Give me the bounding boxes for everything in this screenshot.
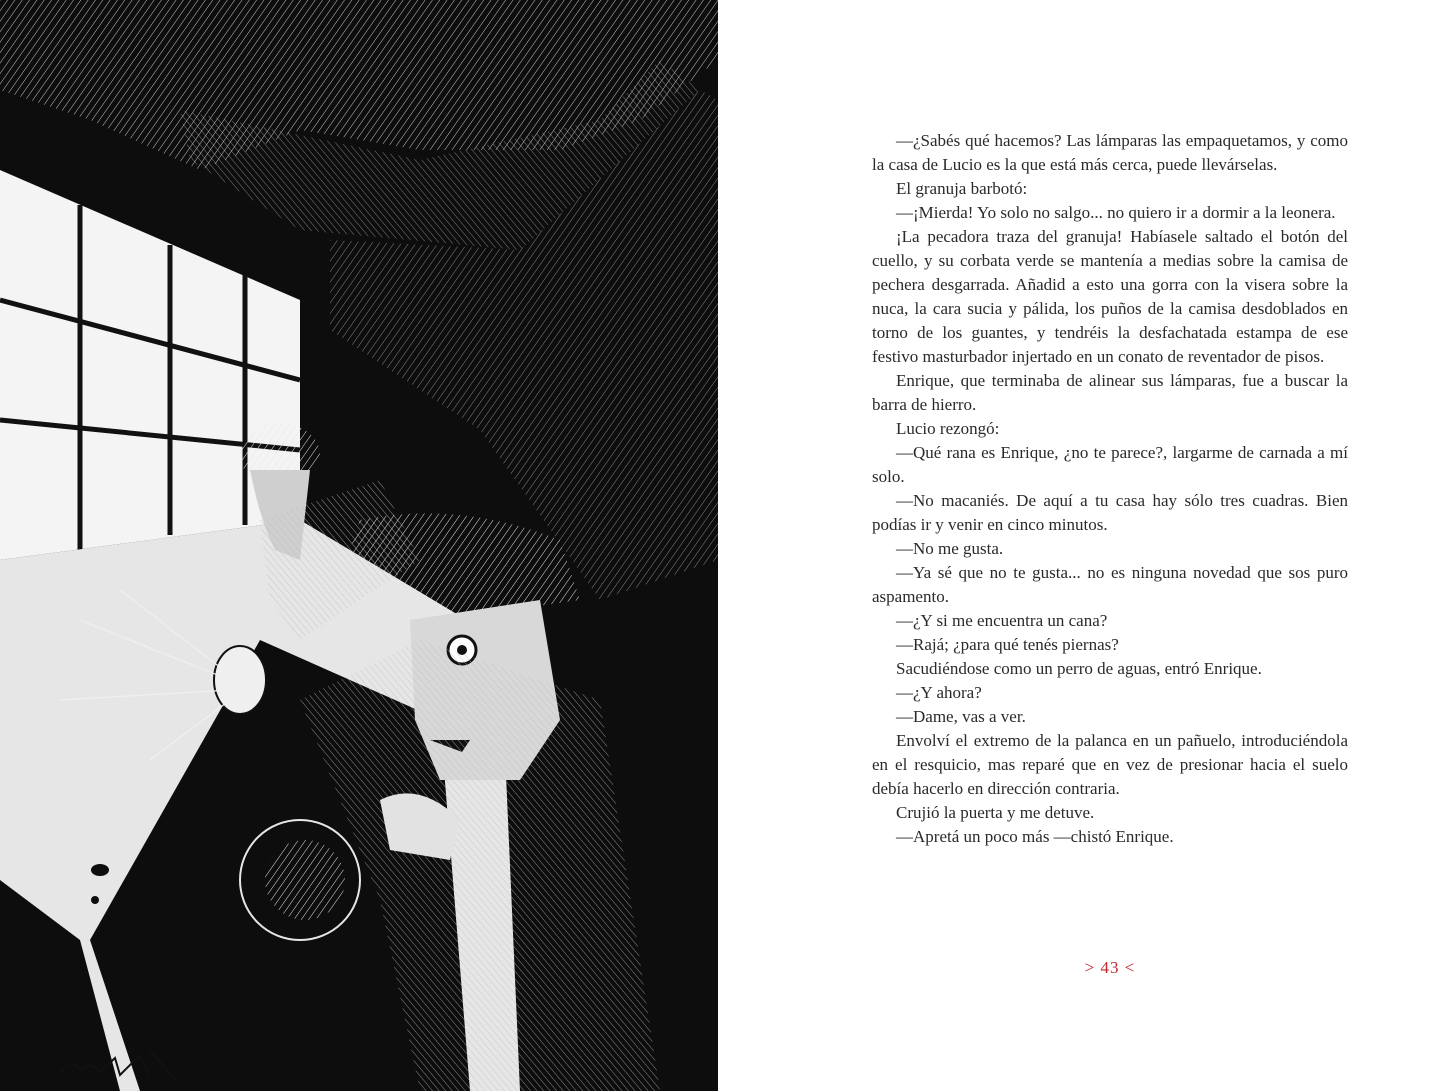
paragraph: —¿Y si me encuentra un cana?: [896, 611, 1108, 630]
paragraph: —¿Y ahora?: [896, 683, 982, 702]
body-text: [872, 129, 1348, 849]
page-number: > 43 <: [1084, 958, 1136, 977]
paragraph: Enrique, que terminaba de alinear sus lámparas, fue a buscar la barra de hierro.: [872, 371, 1348, 414]
paragraph: —Dame, vas a ver.: [896, 707, 1026, 726]
paragraph: ¡La pecadora traza del granuja! Habíasele saltado el botón del cuello, y su corbata verde se mantenía a medias sobre la camisa de pechera desgarrada. Añadid a esto una gorra con la visera sobre la nuca, la cara sucia y pálida, los puños de la camisa desdoblados en torno de los guantes, y tendréis la desfachatada estampa de ese festivo masturbador injertado en un conato de reventador de pisos.: [872, 227, 1348, 366]
paragraph: Sacudiéndose como un perro de aguas, entró Enrique.: [896, 659, 1262, 678]
paragraph: El granuja barbotó:: [896, 179, 1028, 198]
paragraph: —Apretá un poco más —chistó Enrique.: [896, 827, 1174, 846]
paragraph: —Rajá; ¿para qué tenés piernas?: [896, 635, 1119, 654]
window: [0, 170, 300, 560]
paragraph: —¿Sabés qué hacemos? Las lámparas las empaquetamos, y como la casa de Lucio es la que está más cerca, puede llevárselas.: [872, 131, 1348, 174]
paragraph: Envolví el extremo de la palanca en un pañuelo, introduciéndola en el resquicio, mas reparé que en vez de presionar hacia el suelo debía hacerlo en dirección contraria.: [872, 731, 1348, 798]
paragraph: Crujió la puerta y me detuve.: [896, 803, 1095, 822]
paragraph: —Qué rana es Enrique, ¿no te parece?, largarme de carnada a mí solo.: [872, 443, 1348, 486]
scratchboard-illustration: [0, 0, 718, 1091]
paragraph: —Ya sé que no te gusta... no es ninguna novedad que sos puro aspamento.: [872, 563, 1348, 606]
paragraph: —No me gusta.: [896, 539, 1004, 558]
text-page: [718, 0, 1440, 1091]
paragraph: —No macaniés. De aquí a tu casa hay sólo tres cuadras. Bien podías ir y venir en cinco minutos.: [872, 491, 1348, 534]
illustration-artwork: [0, 0, 718, 1091]
paragraph: Lucio rezongó:: [896, 419, 1000, 438]
paragraph: —¡Mierda! Yo solo no salgo... no quiero ir a dormir a la leonera.: [896, 203, 1336, 222]
